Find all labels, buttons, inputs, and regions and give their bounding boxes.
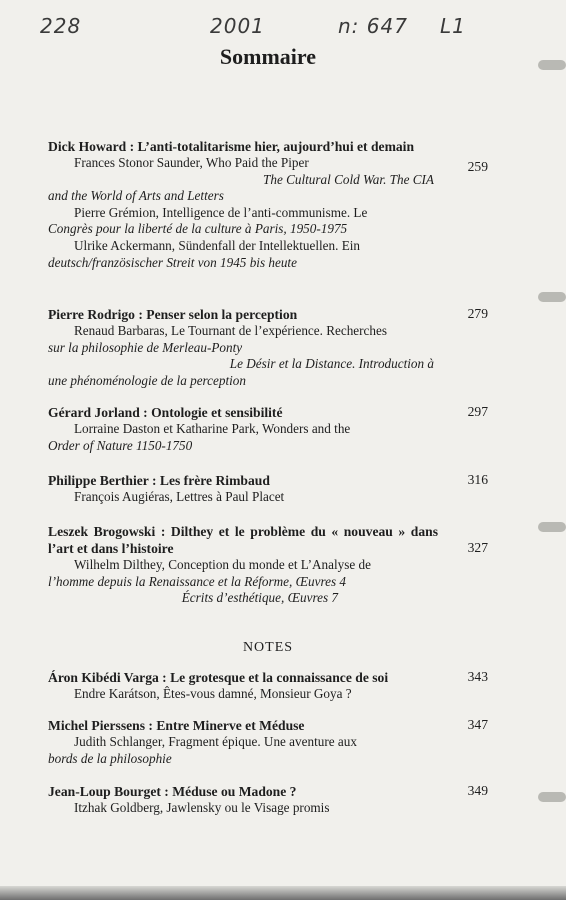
toc-entry [48, 523, 488, 607]
entry-author-title: Áron Kibédi Varga : Le grotesque et la connaissance de soi [48, 670, 389, 685]
binder-ring [538, 792, 566, 802]
toc-entry [48, 138, 488, 271]
toc-entry [48, 404, 488, 454]
ref-line: Order of Nature 1150-1750 [48, 437, 193, 453]
entry-author-title: Dick Howard : L’anti-totalitarisme hier, aujourd’hui et demain [48, 139, 415, 154]
entry-page-number: 347 [467, 717, 488, 732]
ref-line: Lorraine Daston et Katharine Park, Wonders and the [74, 421, 351, 436]
entry-page-number: 259 [467, 159, 488, 174]
ref-line: Itzhak Goldberg, Jawlensky ou le Visage promis [74, 800, 330, 815]
ref-line: Ulrike Ackermann, Sündenfall der Intellektuellen. Ein [74, 237, 361, 253]
entry-page-number: 279 [467, 306, 488, 321]
entry-author-title: Michel Pierssens : Entre Minerve et Méduse [48, 718, 305, 733]
binder-ring [538, 522, 566, 532]
page-title: Sommaire [219, 44, 317, 69]
toc-entry [48, 783, 488, 817]
ref-line: Judith Schlanger, Fragment épique. Une aventure aux [74, 734, 357, 749]
entry-author-title: Gérard Jorland : Ontologie et sensibilité [48, 405, 283, 420]
page-bottom-edge [0, 886, 566, 900]
entry-page-number: 343 [467, 669, 488, 684]
binder-ring [538, 292, 566, 302]
entry-page-number: 316 [467, 472, 488, 487]
handwritten-note-3: n: 647 [338, 14, 408, 38]
ref-line: Écrits d’esthétique, Œuvres 7 [181, 590, 338, 606]
ref-line: bords de la philosophie [48, 750, 172, 766]
ref-line: and the World of Arts and Letters [48, 188, 224, 204]
ref-line: Le Désir et la Distance. Introduction à [229, 356, 434, 372]
handwritten-note-2: 2001 [210, 14, 265, 38]
toc-entry [48, 717, 488, 767]
entry-author-title: Leszek Brogowski : Dilthey et le problème du « nouveau » dans l’art et dans l’histoire [48, 524, 438, 556]
section-heading-notes: NOTES [242, 640, 294, 655]
handwritten-note-1: 228 [40, 14, 82, 38]
entry-author-title: Pierre Rodrigo : Penser selon la perception [48, 307, 298, 322]
entry-author-title: Jean-Loup Bourget : Méduse ou Madone ? [48, 784, 297, 799]
ref-line: deutsch/französischer Streit von 1945 bis heute [48, 254, 297, 270]
ref-line: Wilhelm Dilthey, Conception du monde et L’Analyse de [74, 557, 371, 572]
entry-reference [48, 155, 434, 172]
entry-author-title: Philippe Berthier : Les frère Rimbaud [48, 473, 270, 488]
binder-ring [538, 60, 566, 70]
ref-line: une phénoménologie de la perception [48, 372, 246, 388]
entry-page-number: 349 [467, 783, 488, 798]
handwritten-note-4: L1 [440, 14, 466, 38]
toc-entry [48, 669, 488, 703]
entry-page-number: 327 [467, 540, 488, 555]
ref-line: sur la philosophie de Merleau-Ponty [48, 339, 243, 355]
ref-line: Renaud Barbaras, Le Tournant de l’expérience. Recherches [74, 323, 387, 338]
ref-line: l’homme depuis la Renaissance et la Réforme, Œuvres 4 [48, 573, 346, 589]
ref-line: Pierre Grémion, Intelligence de l’anti-communisme. Le [74, 204, 368, 220]
toc-entry [48, 306, 488, 389]
ref-line: Congrès pour la liberté de la culture à Paris, 1950-1975 [48, 221, 348, 237]
toc-entry [48, 472, 488, 506]
ref-line: The Cultural Cold War. The CIA [263, 171, 434, 187]
ref-line: Endre Karátson, Êtes-vous damné, Monsieur Goya ? [74, 686, 352, 701]
ref-line: Frances Stonor Saunder, Who Paid the Piper [74, 155, 309, 170]
entry-page-number: 297 [467, 404, 488, 419]
ref-line: François Augiéras, Lettres à Paul Placet [74, 489, 285, 504]
